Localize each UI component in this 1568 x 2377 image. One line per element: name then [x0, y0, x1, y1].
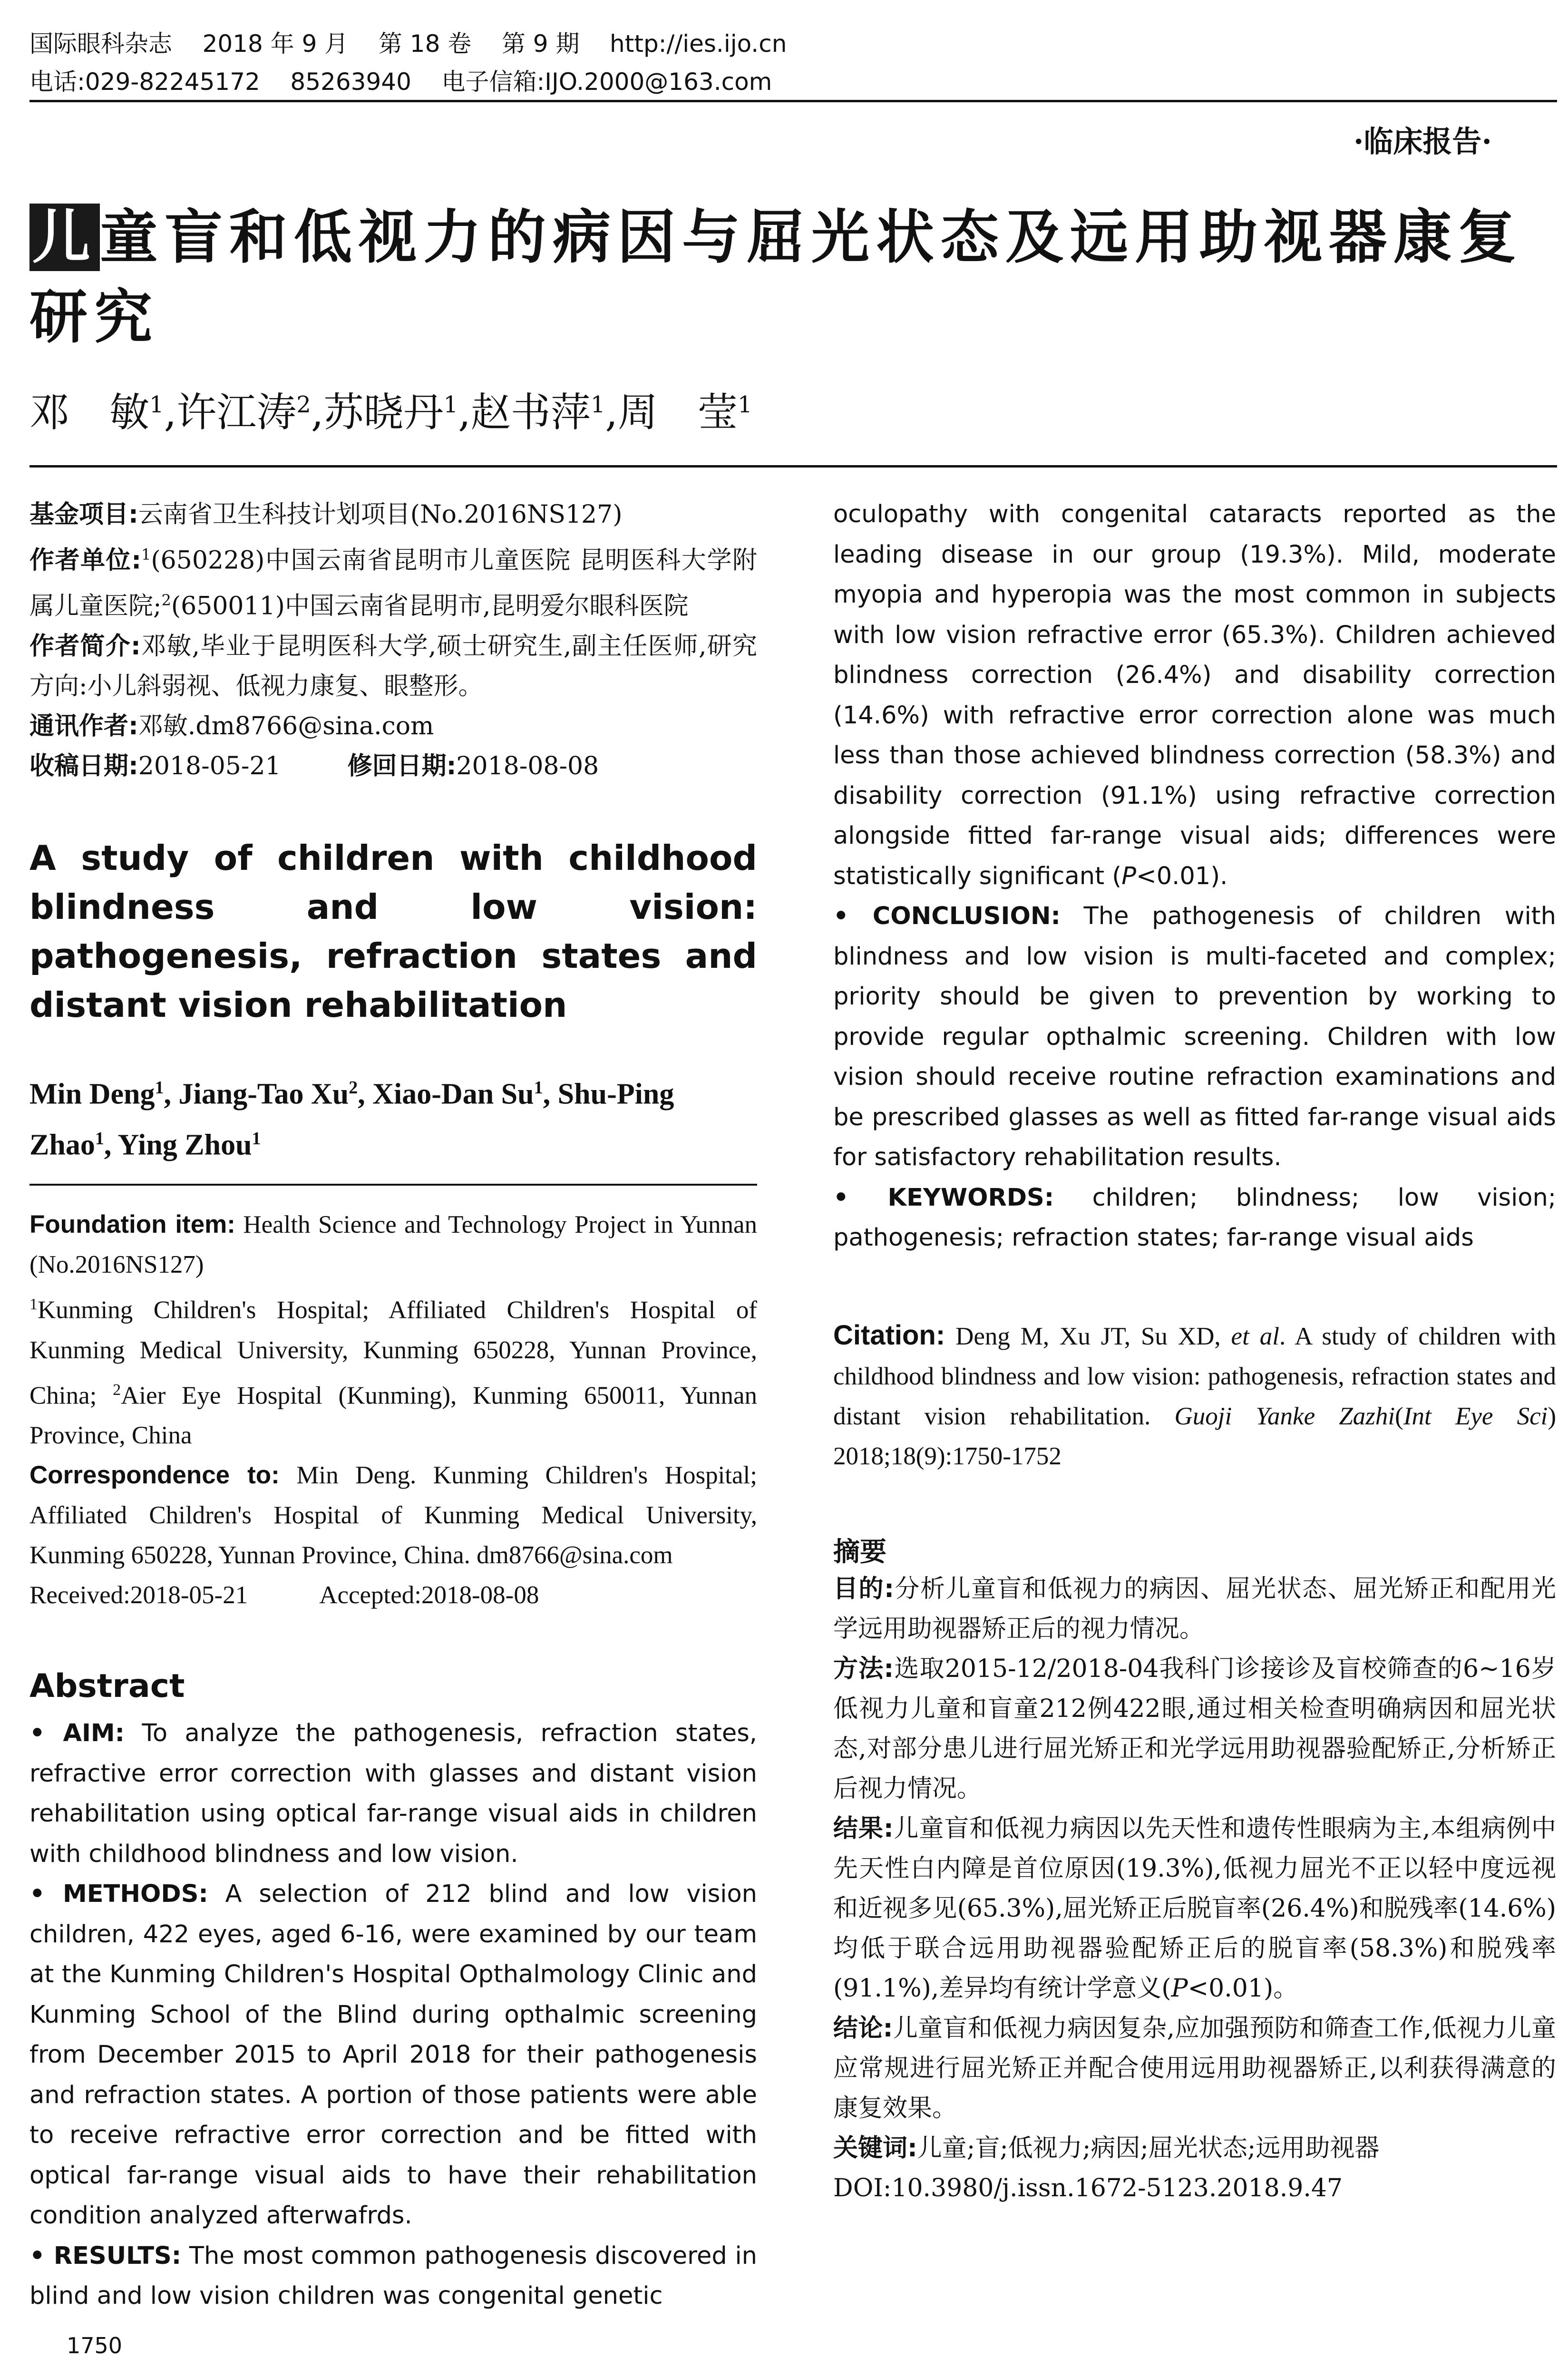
author-zh-1-aff: 1	[149, 391, 164, 418]
header-rule	[29, 100, 1557, 102]
page-number: 1750	[67, 2333, 123, 2358]
english-title: A study of children with childhood blindness and low vision: pathogenesis, refraction states and distant vision rehabilitation	[29, 838, 757, 1025]
journal-header-line1: 国际眼科杂志 2018 年 9 月 第 18 卷 第 9 期 http://ies.ijo.cn	[29, 30, 787, 58]
zh-abstract-methods: 方法:选取2015-12/2018-04我科门诊接诊及盲校筛查的6~16岁低视力儿童和盲童212例422眼,通过相关检查明确病因和屈光状态,对部分患儿进行屈光矫正和光学远用助视器验配矫正,分析矫正后视力情况。	[833, 1654, 1556, 1803]
correspondence-en: Correspondence to: Min Deng. Kunming Children's Hospital; Affiliated Children's Hospital of Kunming Medical University, Kunming 650228, Yunnan Province, China. dm8766@sina.com	[29, 1461, 757, 1569]
en-authors-rule	[29, 1184, 757, 1186]
abstract-aim: • AIM: To analyze the pathogenesis, refraction states, refractive error correction with glasses and distant vision rehabilitation using optical far-range visual aids in children with childhood blindness and low vision.	[29, 1719, 758, 1868]
abstract-methods: • METHODS: A selection of 212 blind and low vision children, 422 eyes, aged 6-16, were examined by our team at the Kunming Children's Hospital Opthalmology Clinic and Kunming School of the Blind during opthalmic screening from December 2015 to April 2018 for their pathogenesis and refraction states. A portion of those patients were able to receive refractive error correction and be fitted with optical far-range visual aids to have their rehabilitation condition analyzed afterwafrds.	[29, 1880, 757, 2230]
author-zh-3: 苏晓丹	[323, 389, 444, 436]
dates-en: Received:2018-05-21 Accepted:2018-08-08	[29, 1581, 539, 1609]
author-zh-1: 邓 敏	[29, 389, 150, 436]
doi: DOI:10.3980/j.issn.1672-5123.2018.9.47	[833, 2173, 1343, 2202]
abstract-conclusion: • CONCLUSION: The pathogenesis of children with blindness and low vision is multi-faceted and complex; priority should be given to prevention by working to provide regular opthalmic screening. Children with low vision should receive routine refraction examinations and be prescribed glasses as well as fitted far-range visual aids for satisfactory rehabilitation results.	[833, 902, 1556, 1171]
foundation-zh: 基金项目:云南省卫生科技计划项目(No.2016NS127)	[29, 500, 623, 529]
zh-abstract-heading: 摘要	[833, 1536, 886, 1568]
author-bio-zh: 作者简介:邓敏,毕业于昆明医科大学,硕士研究生,副主任医师,研究方向:小儿斜弱视、低视力康复、眼整形。	[29, 632, 757, 701]
abstract-heading: Abstract	[29, 1667, 185, 1705]
correspondence-zh: 通讯作者:邓敏.dm8766@sina.com	[29, 711, 434, 740]
zh-abstract-conclusion: 结论:儿童盲和低视力病因复杂,应加强预防和筛查工作,低视力儿童应常规进行屈光矫正并配合使用远用助视器矫正,以利获得满意的康复效果。	[833, 2014, 1557, 2123]
journal-header-line2: 电话:029-82245172 85263940 电子信箱:IJO.2000@163.com	[29, 68, 772, 96]
author-zh-5-aff: 1	[738, 391, 752, 418]
affiliation-en: $^1$Kunming Children's Hospital; Affiliated Children's Hospital of Kunming Medical University, Kunming 650228, Yunnan Province, China; $^2$Aier Eye Hospital (Kunming), Kunming 650011, Yunnan Province, China	[29, 1295, 757, 1450]
authors-rule	[29, 465, 1557, 468]
dates-zh: 收稿日期:2018-05-21 修回日期:2018-08-08	[29, 751, 599, 780]
zh-abstract-aim: 目的:分析儿童盲和低视力的病因、屈光状态、屈光矫正和配用光学远用助视器矫正后的视力情况。	[833, 1574, 1556, 1643]
abstract-results-part1: • RESULTS: The most common pathogenesis discovered in blind and low vision children was congenital genetic	[29, 2241, 758, 2310]
author-zh-2: 许江涛	[176, 389, 297, 436]
zh-abstract-keywords: 关键词:儿童;盲;低视力;病因;屈光状态;远用助视器	[833, 2133, 1380, 2163]
section-tag: ·临床报告·	[1353, 124, 1492, 159]
abstract-keywords: • KEYWORDS: children; blindness; low vision; pathogenesis; refraction states; far-range visual aids	[833, 1183, 1556, 1252]
right-column	[833, 495, 1556, 2208]
page-title-zh	[29, 197, 1542, 357]
foundation-en: Foundation item: Health Science and Technology Project in Yunnan (No.2016NS127)	[29, 1210, 758, 1278]
zh-abstract-results: 结果:儿童盲和低视力病因以先天性和遗传性眼病为主,本组病例中先天性白内障是首位原因(19.3%),低视力屈光不正以轻中度远视和近视多见(65.3%),屈光矫正后脱盲率(26.4%)和脱残率(14.6%)均低于联合远用助视器验配矫正后的脱盲率(58.3%)和脱残率(91.1%),差异均有统计学意义(P<0.01)。	[833, 1814, 1557, 2003]
authors-zh: 邓 敏$^1$,许江涛$^2$,苏晓丹$^1$,赵书萍$^1$,周 莹$^1$	[29, 389, 752, 436]
title-first-char: 儿	[29, 204, 100, 271]
affiliation-zh: 作者单位:$^1$(650228)中国云南省昆明市儿童医院 昆明医科大学附属儿童医院;$^2$(650011)中国云南省昆明市,昆明爱尔眼科医院	[29, 546, 758, 621]
citation: Citation: Deng M, Xu JT, Su XD, et al. A study of children with childhood blindness and low vision: pathogenesis, refraction states and distant vision rehabilitation. Guoji Yanke Zazhi(Int Eye Sci) 2018;18(9):1750-1752	[833, 1319, 1557, 1470]
author-zh-2-aff: 2	[296, 391, 311, 418]
title-rest: 童盲和低视力的病因与屈光状态及远用助视器康复研究	[29, 204, 1523, 351]
author-zh-4: 赵书萍	[470, 389, 591, 436]
english-authors: Min Deng$^1$, Jiang-Tao Xu$^2$, Xiao-Dan Su$^1$, Shu-Ping Zhao$^1$, Ying Zhou$^1$	[29, 1077, 674, 1161]
left-column	[29, 495, 757, 2317]
abstract-results-part2: oculopathy with congenital cataracts reported as the leading disease in our group (19.3%). Mild, moderate myopia and hyperopia was the most common in subjects with low vision refractive error (65.3%). Children achieved blindness correction (26.4%) and disability correction (14.6%) with refractive error correction alone was much less than those achieved blindness correction (58.3%) and disability correction (91.1%) using refractive correction alongside fitted far-range visual aids; differences were statistically significant (P<0.01).	[833, 500, 1556, 890]
author-zh-4-aff: 1	[590, 391, 605, 418]
author-zh-3-aff: 1	[443, 391, 458, 418]
author-zh-5: 周 莹	[618, 389, 738, 436]
